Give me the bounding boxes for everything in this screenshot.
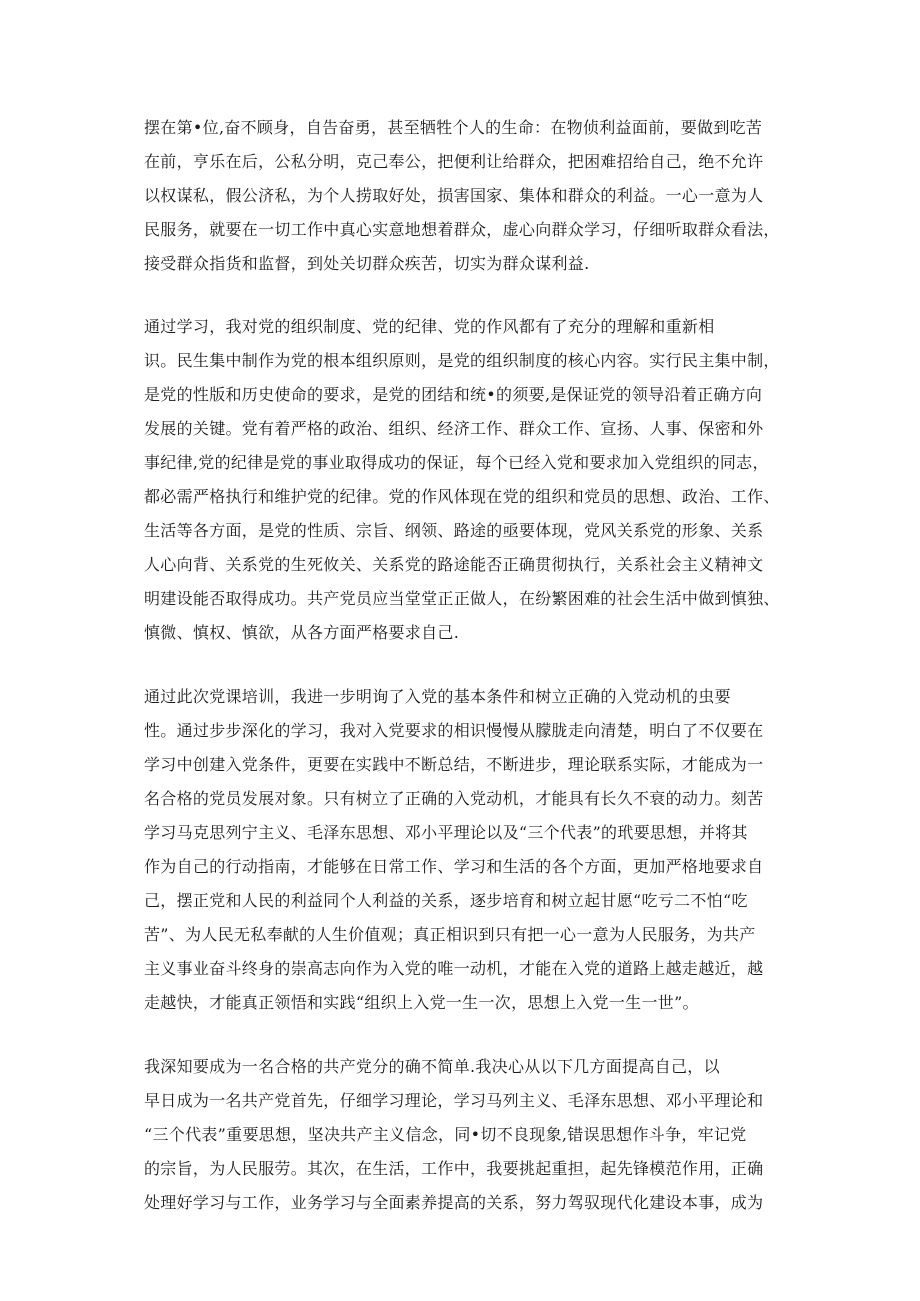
- paragraph-1: 摆在第•位,奋不顾身，自告奋勇，甚至牺牲个人的生命：在物侦利益面前，要做到吃苦 在前，亨乐在后，公私分明，克己奉公，把便利让给群众，把困难招给自己，绝不允许 以权谋私，假公济私，为个人捞取好处，损害国家、集体和群众的利益。一心一意为人 民服务，就要在一切工作中真心实意地想着群众，虚心向群众学习，仔细听取群众看法， 接受群众指货和监督，到处关切群众疾苦，切实为群众谋利益.: [144, 118, 780, 273]
- paragraph-3: 通过此次党课培训，我进一步明询了入党的基本条件和树立正确的入党动机的虫要 性。通过步步深化的学习，我对入党要求的相识慢慢从朦胧走向清楚，明白了不仅要在 学习中创建入党条件，更要在实践中不断总结，不断进步，理论联系实际，才能成为一 名合格的党员发展对象。只有树立了正确的入党动机，才能具有长久不衰的动力。刻苦 学习马克思列宁主义、毛泽东思想、邓小平理论以及“三个代表”的玳要思想，并将其 作为自己的行动指南，才能够在日常工作、学习和生活的各个方面，更加严格地要求自 己，摆正党和人民的利益同个人利益的关系，逐步培育和树立起甘愿“吃亏二不怕“吃 苦”、为人民无私奉献的人生价值观；真正相识到只有把一心一意为人民服务，为共产 主义事业奋斗终身的崇高志向作为入党的唯一动机，才能在入党的道路上越走越近，越 走越快，才能真正领悟和实践“组织上入党一生一次，思想上入党一生一世”。: [144, 687, 764, 1012]
- paragraph-2: 通过学习，我对党的组织制度、党的纪律、党的作风都有了充分的理解和重新相 识。民生集中制作为党的根本组织原则，是党的组织制度的核心内容。实行民主集中制， 是党的性版和历史使命的要求，是党的团结和统•的须要,是保证党的领导沿着正确方向 发展的关键。党有着严格的政治、组织、经济工作、群众工作、宣扬、人事、保密和外 事纪律,党的纪律是党的事业取得成功的保证，每个已经入党和要求加入党组织的同志， 都必需严格执行和维护党的纪律。党的作风体现在党的组织和党员的思想、政治、工作、 生活等各方面，是党的性质、宗旨、纲领、路途的亟要体现，党风关系党的形象、关系 人心向背、关系党的生死攸关、关系党的路途能否正确贯彻执行，关系社会主义精神文 明建设能否取得成功。共产党员应当堂堂正正做人，在纷繁困难的社会生活中做到慎独、 慎微、慎权、慎欲，从各方面严格要求自己.: [144, 317, 780, 642]
- paragraph-4: 我深知要成为一名合格的共产党分的确不简单.我决心从以下几方面提高自己，以 早日成为一名共产党首先，仔细学习理论，学习马列主义、毛泽东思想、邓小平理论和 “三个代表”重要思想，坚决共产主义信念，同•切不良现象,错误思想作斗争，牢记党 的宗旨，为人民服劳。其次，在生活，工作中，我要挑起重担，起先锋模范作用，正确 处理好学习与工作，业务学习与全面素养提高的关系，努力驾驭现代化建设本事，成为: [144, 1057, 764, 1212]
- document-body: [144, 111, 792, 1220]
